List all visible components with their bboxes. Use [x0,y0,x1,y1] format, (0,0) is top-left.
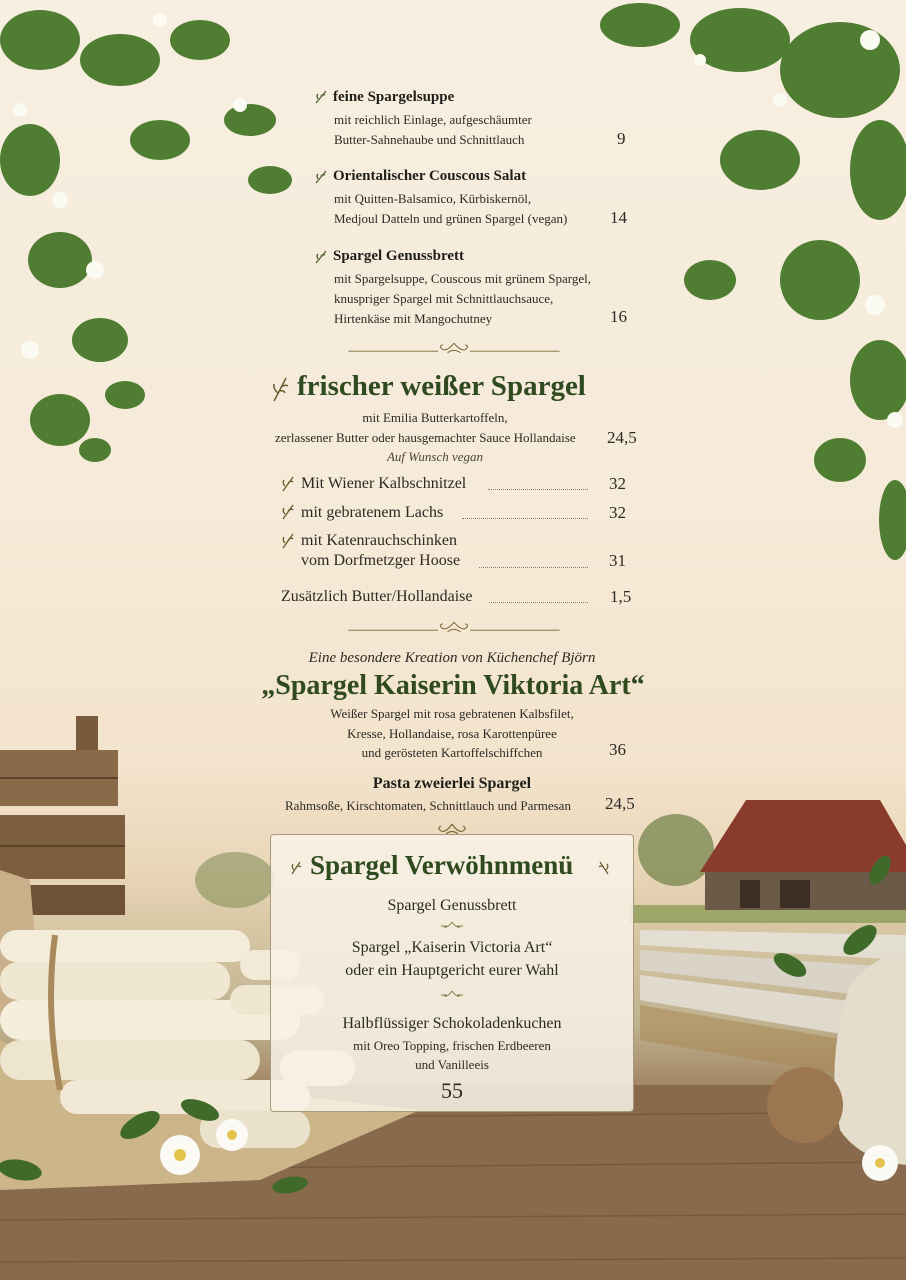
leaf-sprig-icon [290,861,302,875]
leaf-sprig-icon [281,476,295,492]
menu-price: 55 [441,1078,463,1103]
option-label: mit Katenrauchschinken [301,532,457,549]
dot-leader [488,489,588,490]
leaf-sprig-icon [281,504,295,520]
extra-price: 1,5 [610,587,632,606]
section-heading: frischer weißer Spargel [297,370,586,402]
dot-leader [462,518,588,519]
starter-desc-line: mit Spargelsuppe, Couscous mit grünem Spargel, [334,271,591,286]
ornament-divider-icon [322,340,586,356]
starter-desc-line: Hirtenkäse mit Mangochutney [334,311,493,326]
starter-desc-line: knuspriger Spargel mit Schnittlauchsauce, [334,291,554,306]
pasta-price: 24,5 [605,794,635,813]
starter-price: 14 [610,208,627,227]
pasta-title: Pasta zweierlei Spargel [372,775,532,792]
extra-label: Zusätzlich Butter/Hollandaise [281,588,473,605]
menu-course-3-desc: mit Oreo Topping, frischen Erdbeeren [353,1038,551,1053]
starter-title: Orientalischer Couscous Salat [333,168,527,184]
leaf-sprig-icon [281,533,295,549]
starter-price: 16 [610,307,627,326]
pasta-desc: Rahmsoße, Kirschtomaten, Schnittlauch und Parmesan [285,798,571,813]
special-title: „Spargel Kaiserin Viktoria Art“ [261,670,645,701]
menu-course-2: Spargel „Kaiserin Victoria Art“ [351,939,553,956]
leaf-sprig-icon [314,90,328,104]
option-label: vom Dorfmetzger Hoose [301,552,461,569]
menu-heading: Spargel Verwöhnmenü [310,850,574,880]
small-ornament-icon [440,989,464,999]
dot-leader [489,602,588,603]
special-desc-line: Weißer Spargel mit rosa gebratenen Kalbsfilet, [330,706,574,721]
option-label: Mit Wiener Kalbschnitzel [301,475,467,492]
menu-course-1: Spargel Genussbrett [387,897,517,914]
starter-title: Spargel Genussbrett [333,248,464,264]
section-desc-line: zerlassener Butter oder hausgemachter Sauce Hollandaise [275,430,576,445]
special-desc-line: Kresse, Hollandaise, rosa Karottenpüree [347,726,557,741]
special-intro: Eine besondere Kreation von Küchenchef Björn [308,650,596,666]
starter-desc-line: Medjoul Datteln und grünen Spargel (vegan) [334,211,568,226]
small-ornament-icon [440,920,464,930]
leaf-sprig-icon [314,250,328,264]
leaf-sprig-icon [314,170,328,184]
special-price: 36 [609,740,626,759]
option-label: mit gebratenem Lachs [301,504,444,521]
ornament-divider-icon [322,619,586,635]
menu-course-3-desc: und Vanilleeis [415,1057,489,1072]
special-desc-line: und gerösteten Kartoffelschiffchen [361,745,543,760]
starter-desc-line: Butter-Sahnehaube und Schnittlauch [334,132,525,147]
starter-title: feine Spargelsuppe [333,89,455,105]
leaf-sprig-icon [270,376,290,402]
section-desc-line: mit Emilia Butterkartoffeln, [362,410,508,425]
option-price: 32 [609,503,626,522]
vegan-note: Auf Wunsch vegan [386,449,484,464]
leaf-sprig-icon [598,861,610,875]
starter-desc-line: mit reichlich Einlage, aufgeschäumter [334,112,532,127]
starter-price: 9 [617,129,626,148]
menu-course-3: Halbflüssiger Schokoladenkuchen [342,1015,562,1032]
option-price: 31 [609,551,626,570]
section-price: 24,5 [607,428,637,447]
starter-desc-line: mit Quitten-Balsamico, Kürbiskernöl, [334,191,532,206]
option-price: 32 [609,474,626,493]
menu-course-2-alt: oder ein Hauptgericht eurer Wahl [345,962,559,979]
dot-leader [479,567,588,568]
